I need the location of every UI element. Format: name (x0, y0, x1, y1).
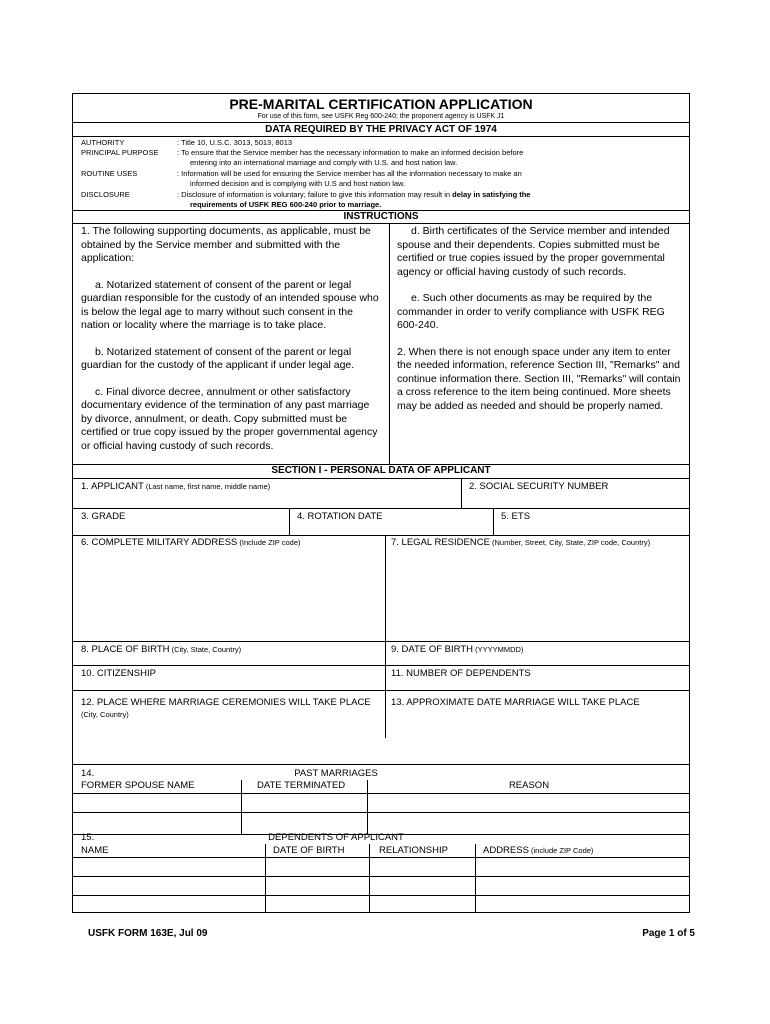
instruction-2: 2. When there is not enough space under any item to enter the needed information, reference Section III, "Remarks" and continue information there. Section III, "Remarks" will contain a cross reference to the item being continued. More sheets may be added as needed and should be properly named. (397, 345, 681, 412)
routine-text: : Information will be used for ensuring the Service member has all the information necessary to make an (177, 169, 522, 178)
instruction-1d: d. Birth certificates of the Service member and intended spouse and their dependents. Copies submitted must be certified or true copies issued by the proper governmental agency or official having custody of such records. (397, 225, 670, 278)
dependent-relationship-header: RELATIONSHIP (379, 845, 448, 856)
legal-residence-field[interactable]: 7. LEGAL RESIDENCE (Number, Street, City, State, ZIP code, Country) (391, 537, 651, 548)
former-spouse-name-header: FORMER SPOUSE NAME (81, 780, 195, 791)
dependent-row-2[interactable] (73, 877, 689, 895)
divider (73, 136, 689, 137)
disclosure-text-cont: requirements of USFK REG 600-240 prior to marriage. (190, 200, 382, 209)
column-divider (385, 535, 386, 738)
instruction-1c: c. Final divorce decree, annulment or other satisfactory documentary evidence of the termination of any past marriage by divorce, annulment, or death. Copy submitted must be certified or true copy issued by the proper governmental agency or official having custody of such records. (81, 385, 378, 452)
cell-divider (461, 478, 462, 508)
instruction-1e: e. Such other documents as may be required by the commander in order to verify compliance with USFK REG 600-240. (397, 292, 665, 331)
purpose-text: : To ensure that the Service member has the necessary information to make an informed decision before (177, 148, 524, 157)
dependent-row-1[interactable] (73, 858, 689, 876)
dependent-dob-header: DATE OF BIRTH (273, 845, 345, 856)
disclosure-label: DISCLOSURE (81, 190, 130, 199)
instruction-1b: b. Notarized statement of consent of the parent or legal guardian for the custody of the applicant if under legal age. (81, 345, 355, 371)
past-marriages-number: 14. (81, 768, 95, 779)
dependent-address-header: ADDRESS (include ZIP Code) (483, 845, 594, 856)
instructions-right-column (397, 225, 685, 413)
past-marriage-row-2[interactable] (73, 813, 689, 833)
cell-divider (493, 508, 494, 535)
disclosure-text: : Disclosure of information is voluntary; failure to give this information may result in delay in satisfying the (177, 190, 531, 199)
instructions-left-column (81, 225, 383, 453)
form-title: PRE-MARITAL CERTIFICATION APPLICATION (229, 96, 533, 112)
citizenship-field[interactable]: 10. CITIZENSHIP (81, 668, 156, 679)
dependent-row-3[interactable] (73, 896, 689, 912)
divider (73, 665, 689, 666)
divider (73, 535, 689, 536)
marriage-date-field[interactable]: 13. APPROXIMATE DATE MARRIAGE WILL TAKE PLACE (391, 697, 640, 708)
divider (73, 641, 689, 642)
divider (73, 122, 689, 123)
divider (73, 764, 689, 765)
marriage-place-field[interactable]: 12. PLACE WHERE MARRIAGE CEREMONIES WILL TAKE PLACE (City, Country) (81, 697, 371, 719)
past-marriage-row-1[interactable] (73, 794, 689, 812)
dependents-number: 15. (81, 832, 95, 843)
cell-divider (289, 508, 290, 535)
date-terminated-header: DATE TERMINATED (257, 780, 346, 791)
divider (73, 478, 689, 479)
divider (73, 223, 689, 224)
reason-header: REASON (508, 780, 550, 791)
form-id: USFK FORM 163E, Jul 09 (88, 928, 208, 939)
purpose-text-cont: entering into an international marriage and comply with U.S. and host nation law. (190, 158, 458, 167)
past-marriages-title: PAST MARRIAGES (294, 768, 378, 779)
routine-text-cont: informed decision and is complying with U.S and host nation law. (190, 179, 406, 188)
instruction-1: 1. The following supporting documents, as applicable, must be obtained by the Service member and submitted with the application: (81, 225, 371, 264)
authority-text: : Title 10, U.S.C. 3013, 5013, 8013 (177, 138, 293, 147)
dependent-name-header: NAME (81, 845, 109, 856)
column-divider (389, 223, 390, 464)
applicant-name-field[interactable]: 1. APPLICANT (Last name, first name, middle name) (81, 481, 271, 492)
divider (73, 508, 689, 509)
number-of-dependents-field[interactable]: 11. NUMBER OF DEPENDENTS (391, 668, 531, 679)
routine-label: ROUTINE USES (81, 169, 138, 178)
pre-marital-form (72, 93, 690, 913)
purpose-label: PRINCIPAL PURPOSE (81, 148, 159, 157)
ssn-field[interactable]: 2. SOCIAL SECURITY NUMBER (469, 481, 609, 492)
instructions-heading: INSTRUCTIONS (343, 211, 419, 222)
section1-heading: SECTION I - PERSONAL DATA OF APPLICANT (271, 465, 491, 476)
divider (73, 690, 689, 691)
date-of-birth-field[interactable]: 9. DATE OF BIRTH (YYYYMMDD) (391, 644, 524, 655)
grade-field[interactable]: 3. GRADE (81, 511, 126, 522)
ets-field[interactable]: 5. ETS (501, 511, 531, 522)
privacy-heading: DATA REQUIRED BY THE PRIVACY ACT OF 1974 (265, 124, 497, 135)
rotation-date-field[interactable]: 4. ROTATION DATE (297, 511, 383, 522)
military-address-field[interactable]: 6. COMPLETE MILITARY ADDRESS (Include ZIP code) (81, 537, 301, 548)
place-of-birth-field[interactable]: 8. PLACE OF BIRTH (City, State, Country) (81, 644, 242, 655)
authority-label: AUTHORITY (81, 138, 125, 147)
form-subtitle: For use of this form, see USFK Reg 600-240; the proponent agency is USFK J1 (257, 113, 505, 120)
instruction-1a: a. Notarized statement of consent of the parent or legal guardian responsible for the custody of an intended spouse who is below the legal age to marry without such consent in the nation or locality where the marriage is to take place. (81, 278, 379, 331)
page-number: Page 1 of 5 (642, 928, 695, 939)
dependents-title: DEPENDENTS OF APPLICANT (268, 832, 404, 843)
